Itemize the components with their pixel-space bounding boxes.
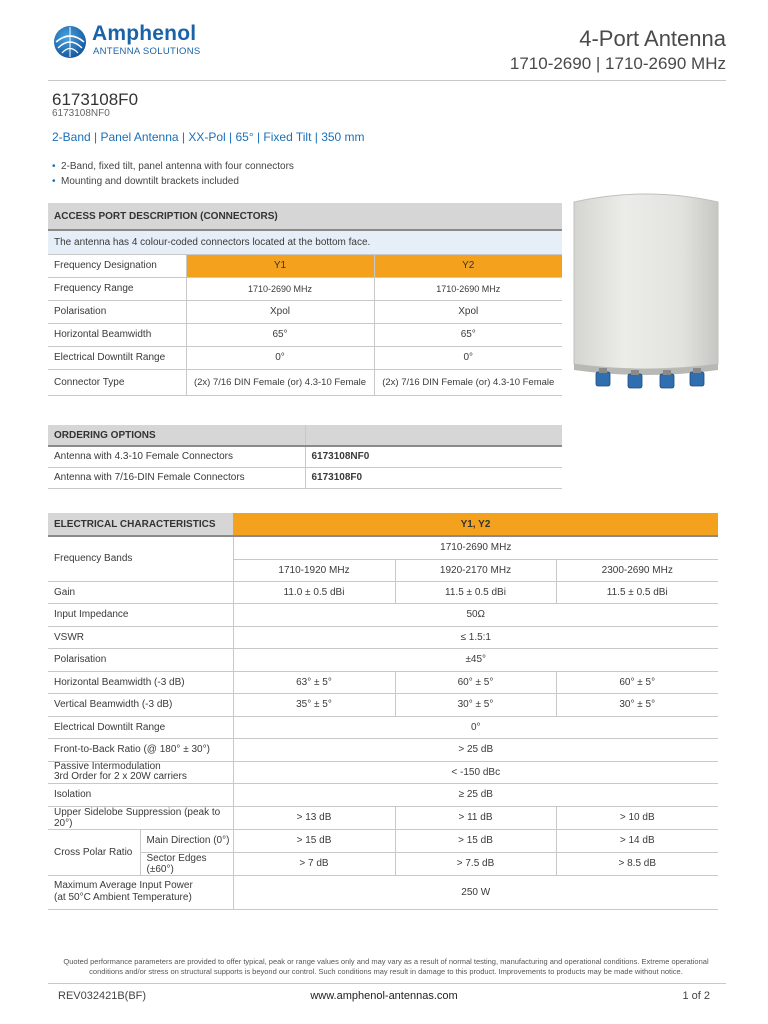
page-number: 1 of 2 xyxy=(682,990,710,1002)
model-alt-number: 6173108NF0 xyxy=(52,108,110,119)
cpr-edge-value: > 8.5 dB xyxy=(556,852,718,875)
cpr-edge-value: > 7 dB xyxy=(233,852,395,875)
antenna-product-image xyxy=(568,188,724,398)
access-port-table xyxy=(48,203,562,396)
isolation-label: Isolation xyxy=(48,783,233,806)
frequency-bands-label: Frequency Bands xyxy=(48,536,233,581)
row-label: Frequency Range xyxy=(48,277,186,300)
hbw-label: Horizontal Beamwidth (-3 dB) xyxy=(48,671,233,693)
page-subtitle: 1710-2690 | 1710-2690 MHz xyxy=(509,54,726,73)
usls-value: > 13 dB xyxy=(233,806,395,829)
ordering-title: ORDERING OPTIONS xyxy=(48,425,305,446)
designation-y1: Y1 xyxy=(186,254,374,277)
header-divider xyxy=(48,80,726,81)
hbw-value: 60° ± 5° xyxy=(556,671,718,693)
cpr-label: Cross Polar Ratio xyxy=(48,829,140,875)
brand-division: ANTENNA SOLUTIONS xyxy=(93,46,201,57)
gain-value: 11.5 ± 0.5 dBi xyxy=(395,581,556,603)
usls-value: > 11 dB xyxy=(395,806,556,829)
gain-value: 11.0 ± 0.5 dBi xyxy=(233,581,395,603)
vbw-label: Vertical Beamwidth (-3 dB) xyxy=(48,693,233,716)
globe-icon xyxy=(52,24,88,60)
hbw-value: 63° ± 5° xyxy=(233,671,395,693)
ftb-label: Front-to-Back Ratio (@ 180° ± 30°) xyxy=(48,738,233,761)
cpr-edge-value: > 7.5 dB xyxy=(395,852,556,875)
cpr-main-value: > 14 dB xyxy=(556,829,718,852)
power-label-line-1: Maximum Average Input Power xyxy=(54,880,193,891)
row-label: Electrical Downtilt Range xyxy=(48,346,186,369)
revision-code: REV032421B(BF) xyxy=(58,990,147,1002)
row-label: Polarisation xyxy=(48,300,186,323)
cpr-main-label: Main Direction (0°) xyxy=(140,829,233,852)
impedance-label: Input Impedance xyxy=(48,603,233,626)
brand-logo xyxy=(52,22,202,62)
pim-value: < -150 dBc xyxy=(233,761,718,783)
cell-value: 1710-2690 MHz xyxy=(374,277,562,300)
cell-value: 1710-2690 MHz xyxy=(186,277,374,300)
access-port-note: The antenna has 4 colour-coded connectors located at the bottom face. xyxy=(48,230,562,254)
cpr-edge-label: Sector Edges (±60°) xyxy=(140,852,233,875)
page-title: 4-Port Antenna xyxy=(579,26,726,51)
cell-value: Xpol xyxy=(186,300,374,323)
vbw-value: 35° ± 5° xyxy=(233,693,395,716)
electrical-title: ELECTRICAL CHARACTERISTICS xyxy=(48,513,233,536)
vswr-label: VSWR xyxy=(48,626,233,648)
feature-list xyxy=(52,159,294,189)
polarisation-label: Polarisation xyxy=(48,648,233,671)
band-header: Y1, Y2 xyxy=(233,513,718,536)
band-2: 1920-2170 MHz xyxy=(395,559,556,581)
ordering-title-blank xyxy=(305,425,562,446)
row-label: Frequency Designation xyxy=(48,254,186,277)
cell-value: (2x) 7/16 DIN Female (or) 4.3-10 Female xyxy=(186,369,374,395)
footer-divider xyxy=(48,983,726,984)
gain-label: Gain xyxy=(48,581,233,603)
model-number: 6173108F0 xyxy=(52,90,139,109)
power-value: 250 W xyxy=(233,875,718,909)
ordering-label: Antenna with 4.3-10 Female Connectors xyxy=(48,446,305,467)
usls-value: > 10 dB xyxy=(556,806,718,829)
usls-label: Upper Sidelobe Suppression (peak to 20°) xyxy=(48,806,233,829)
polarisation-value: ±45° xyxy=(233,648,718,671)
pim-label xyxy=(48,761,233,783)
cell-value: 65° xyxy=(186,323,374,346)
ftb-value: > 25 dB xyxy=(233,738,718,761)
vbw-value: 30° ± 5° xyxy=(556,693,718,716)
frequency-range: 1710-2690 MHz xyxy=(233,536,718,559)
product-tagline: 2-Band | Panel Antenna | XX-Pol | 65° | Fixed Tilt | 350 mm xyxy=(52,130,365,144)
downtilt-value: 0° xyxy=(233,716,718,738)
feature-item: • Mounting and downtilt brackets included xyxy=(52,174,294,189)
access-port-title: ACCESS PORT DESCRIPTION (CONNECTORS) xyxy=(48,203,562,230)
pim-label-line-1: Passive Intermodulation xyxy=(54,761,161,772)
ordering-code: 6173108F0 xyxy=(305,467,562,488)
cell-value: (2x) 7/16 DIN Female (or) 4.3-10 Female xyxy=(374,369,562,395)
ordering-table xyxy=(48,425,562,489)
cpr-main-value: > 15 dB xyxy=(395,829,556,852)
power-label-line-2: (at 50°C Ambient Temperature) xyxy=(54,892,192,903)
cell-value: 65° xyxy=(374,323,562,346)
power-label xyxy=(48,875,233,909)
band-1: 1710-1920 MHz xyxy=(233,559,395,581)
pim-label-line-2: 3rd Order for 2 x 20W carriers xyxy=(54,771,187,782)
impedance-value: 50Ω xyxy=(233,603,718,626)
row-label: Horizontal Beamwidth xyxy=(48,323,186,346)
brand-name: Amphenol xyxy=(92,22,197,45)
hbw-value: 60° ± 5° xyxy=(395,671,556,693)
isolation-value: ≥ 25 dB xyxy=(233,783,718,806)
feature-item: • 2-Band, fixed tilt, panel antenna with four connectors xyxy=(52,159,294,174)
cell-value: Xpol xyxy=(374,300,562,323)
vbw-value: 30° ± 5° xyxy=(395,693,556,716)
downtilt-label: Electrical Downtilt Range xyxy=(48,716,233,738)
cell-value: 0° xyxy=(374,346,562,369)
row-label: Connector Type xyxy=(48,369,186,395)
ordering-code: 6173108NF0 xyxy=(305,446,562,467)
gain-value: 11.5 ± 0.5 dBi xyxy=(556,581,718,603)
website-link[interactable]: www.amphenol-antennas.com xyxy=(310,990,458,1002)
disclaimer-text: Quoted performance parameters are provided to offer typical, peak or range values only and may vary as a result of normal testing, manufacturing and operational conditions. Extreme operational conditions and/or stress on structural supports is beyond our control. Such conditions may result in damage to this product. Improvements to products may be made without notice. xyxy=(63,957,709,976)
ordering-label: Antenna with 7/16-DIN Female Connectors xyxy=(48,467,305,488)
cpr-main-value: > 15 dB xyxy=(233,829,395,852)
vswr-value: ≤ 1.5:1 xyxy=(233,626,718,648)
band-3: 2300-2690 MHz xyxy=(556,559,718,581)
electrical-table xyxy=(48,513,718,910)
cell-value: 0° xyxy=(186,346,374,369)
designation-y2: Y2 xyxy=(374,254,562,277)
